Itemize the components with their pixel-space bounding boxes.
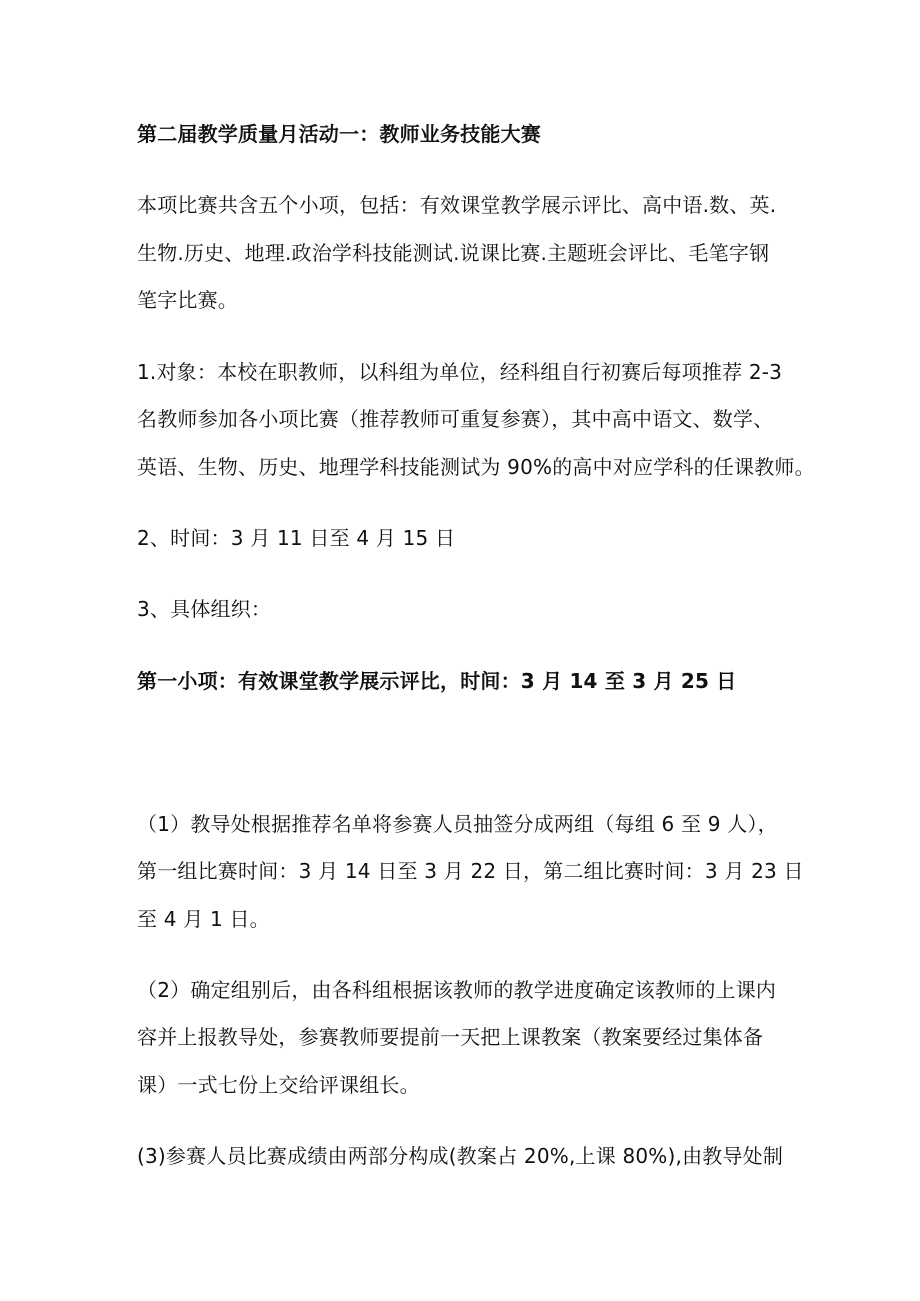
para1-line-3: 至 4 月 1 日。 [137,907,270,931]
para2-line-2: 容并上报教导处，参赛教师要提前一天把上课教案（教案要经过集体备 [137,1025,764,1049]
para1-line-1: （1）教导处根据推荐名单将参赛人员抽签分成两组（每组 6 至 9 人）， [137,812,778,836]
para2-line-1: （2）确定组别后，由各科组根据该教师的教学进度确定该教师的上课内 [137,978,777,1002]
item1-line-3: 英语、生物、历史、地理学科技能测试为 90%的高中对应学科的任课教师。 [137,455,815,479]
item3-organization: 3、具体组织： [137,597,272,621]
document-title: 第二届教学质量月活动一：教师业务技能大赛 [137,122,541,146]
intro-line-2: 生物.历史、地理.政治学科技能测试.说课比赛.主题班会评比、毛笔字钢 [137,241,770,265]
para2-line-3: 课）一式七份上交给评课组长。 [137,1073,420,1097]
item1-line-2: 名教师参加各小项比赛（推荐教师可重复参赛），其中高中语文、数学、 [137,407,774,431]
para1-line-2: 第一组比赛时间：3 月 14 日至 3 月 22 日，第二组比赛时间：3 月 23 日 [137,859,804,883]
item1-line-1: 1.对象：本校在职教师，以科组为单位，经科组自行初赛后每项推荐 2-3 [137,360,783,384]
intro-line-3: 笔字比赛。 [137,288,238,312]
item2-time: 2、时间：3 月 11 日至 4 月 15 日 [137,526,456,550]
para3-line-1: (3)参赛人员比赛成绩由两部分构成(教案占 20%,上课 80%),由教导处制 [137,1144,784,1168]
intro-line-1: 本项比赛共含五个小项，包括：有效课堂教学展示评比、高中语.数、英. [137,193,777,217]
subsection-title: 第一小项：有效课堂教学展示评比，时间：3 月 14 至 3 月 25 日 [137,669,737,693]
